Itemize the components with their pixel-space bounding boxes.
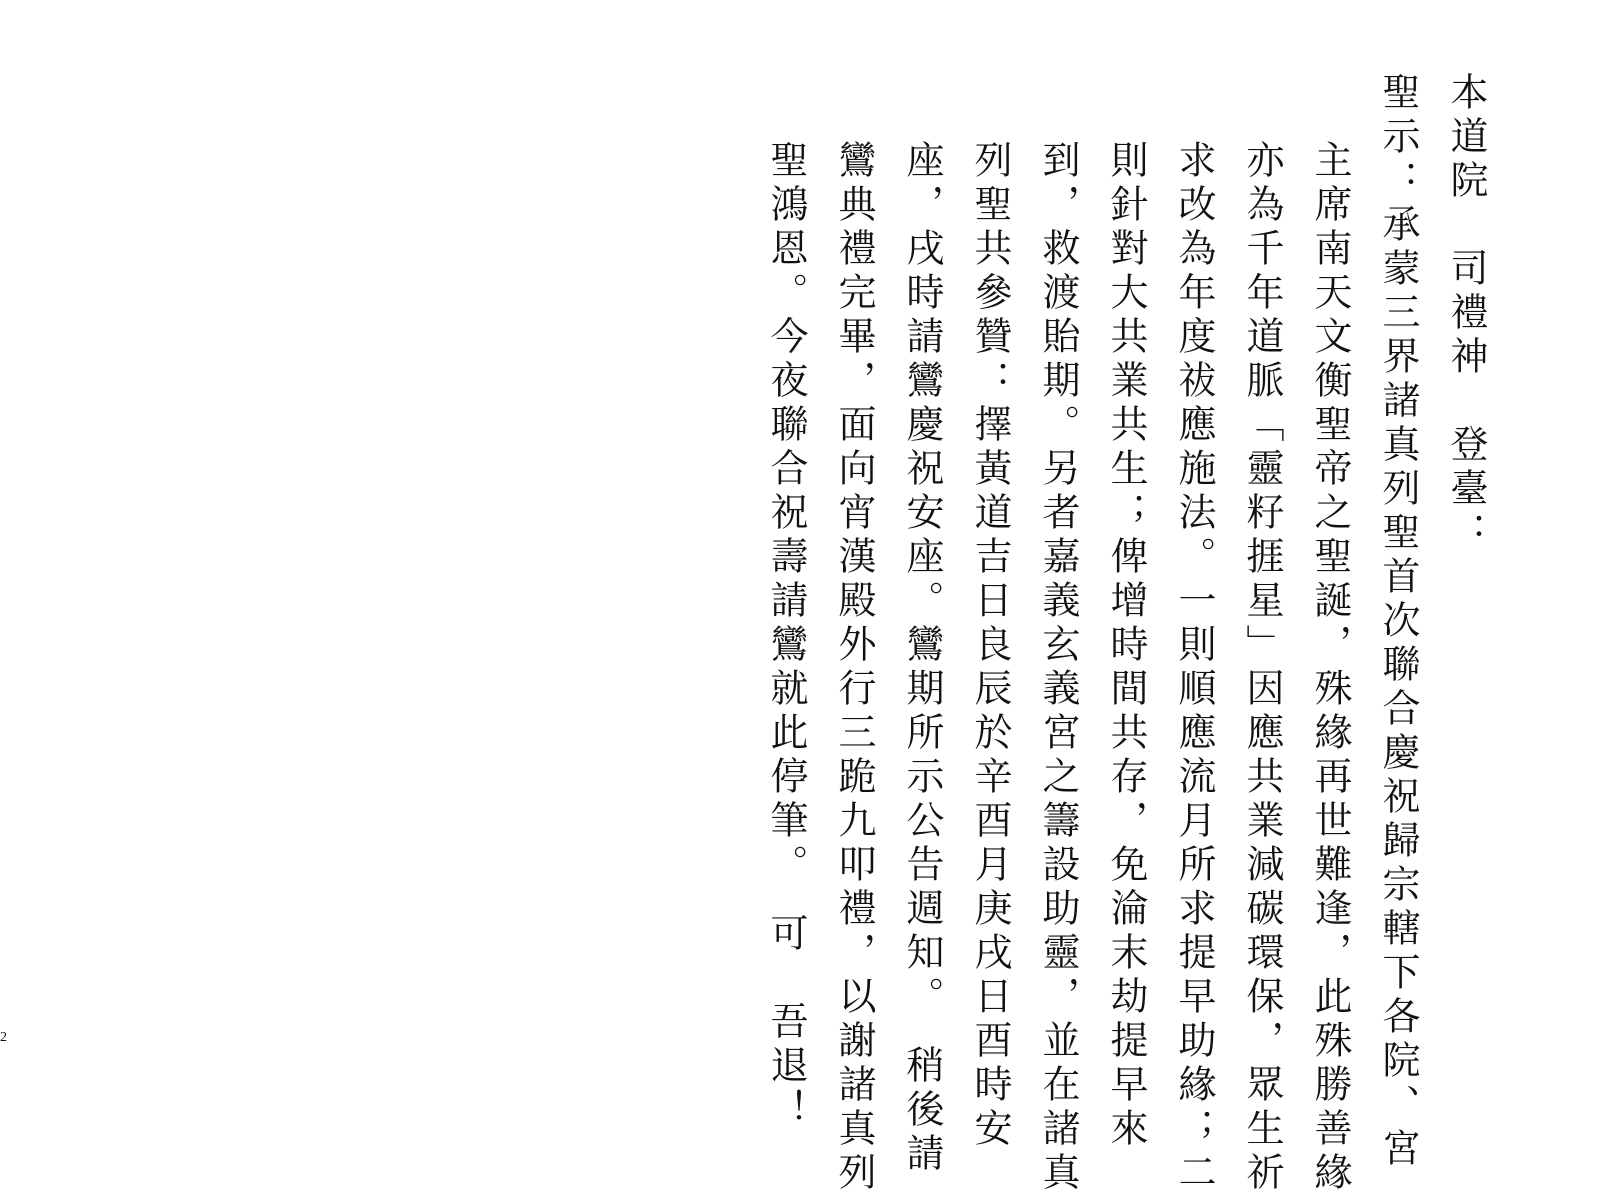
text-column-8: 列聖共參贊：擇黃道吉日良辰於辛酉月庚戌日酉時安 bbox=[968, 140, 1012, 1152]
text-column-5: 求改為年度祓應施法。一則順應流月所求提早助緣；二 bbox=[1172, 140, 1216, 1196]
text-column-11: 聖鴻恩。今夜聯合祝壽請鸞就此停筆。 可 吾退！ bbox=[764, 140, 808, 1133]
text-column-2: 聖示：承蒙三界諸真列聖首次聯合慶祝歸宗轄下各院、宮 bbox=[1376, 72, 1420, 1172]
text-column-3: 主席南天文衡聖帝之聖誕，殊緣再世難逢，此殊勝善緣 bbox=[1308, 140, 1352, 1196]
text-column-7: 到，救渡貽期。另者嘉義玄義宮之籌設助靈，並在諸真 bbox=[1036, 140, 1080, 1196]
page-number: 2 bbox=[0, 1030, 7, 1045]
text-column-9: 座，戌時請鸞慶祝安座。鸞期所示公告週知。 稍後請 bbox=[900, 140, 944, 1177]
text-column-10: 鸞典禮完畢，面向宵漢殿外行三跪九叩禮，以謝諸真列 bbox=[832, 140, 876, 1196]
text-column-6: 則針對大共業共生；俾增時間共存，免淪末劫提早來 bbox=[1104, 140, 1148, 1152]
text-column-1: 本道院 司禮神 登臺： bbox=[1444, 72, 1488, 556]
text-column-4: 亦為千年道脈「靈籽捱星」因應共業減碳環保，眾生祈 bbox=[1240, 140, 1284, 1196]
